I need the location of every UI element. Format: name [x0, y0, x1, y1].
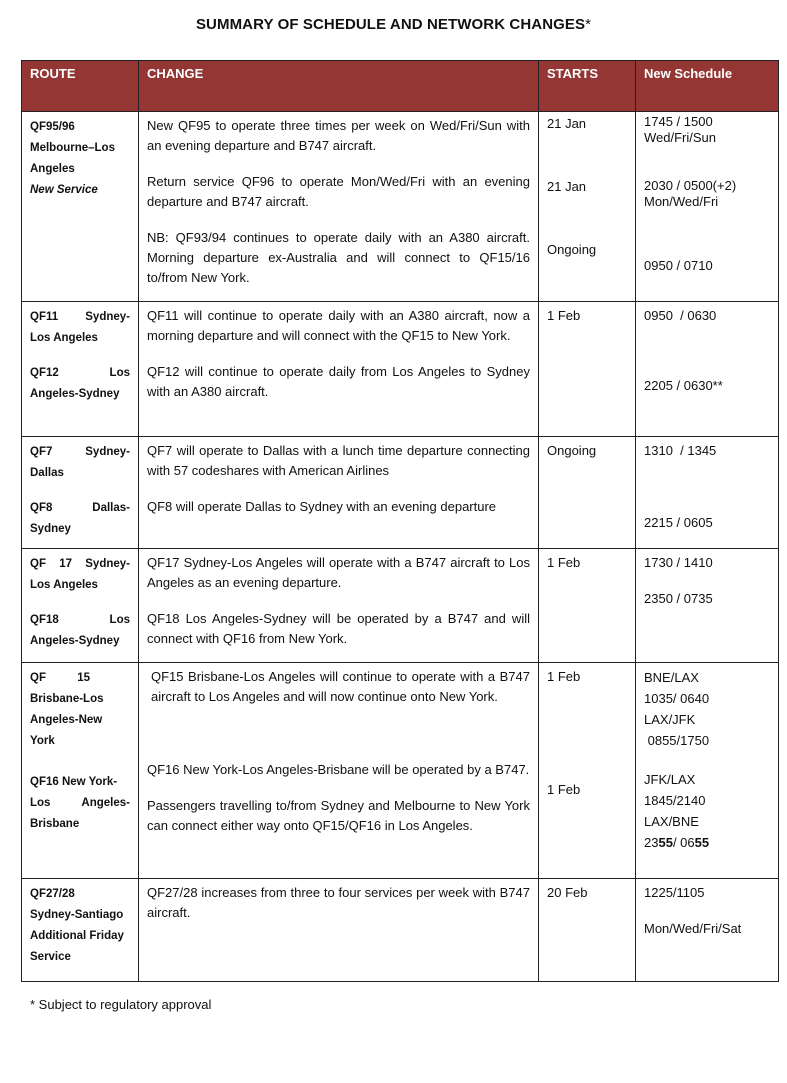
starts-text: Ongoing	[547, 242, 597, 257]
header-change: CHANGE	[139, 61, 539, 112]
table-row	[22, 437, 779, 549]
route-line: Melbourne–Los	[30, 142, 115, 154]
schedule-text: 2205 / 0630**	[644, 378, 723, 393]
footnote: * Subject to regulatory approval	[30, 997, 212, 1012]
change-cell	[139, 112, 539, 302]
schedule-text: Mon/Wed/Fri	[644, 194, 719, 209]
schedule-text: JFK/LAX	[644, 772, 696, 787]
schedule-text: 0950 / 0710	[644, 258, 713, 273]
change-text: NB: QF93/94 continues to operate daily with an A380 aircraft. Morning departure ex-Australia and will connect to QF15/16 to/from New York.	[147, 230, 530, 285]
schedule-fragment-bold: 55	[694, 835, 710, 850]
starts-text: Ongoing	[547, 443, 597, 458]
header-starts: STARTS	[539, 61, 636, 112]
page-title	[0, 16, 787, 33]
starts-text: 1 Feb	[547, 669, 581, 684]
table-row	[22, 302, 779, 437]
starts-text: 21 Jan	[547, 179, 587, 194]
change-text: QF16 New York-Los Angeles-Brisbane will be operated by a B747.	[147, 762, 530, 777]
table-row	[22, 663, 779, 879]
table-row	[22, 549, 779, 663]
route-line: Sydney-Santiago	[30, 909, 124, 921]
schedule-cell	[636, 663, 779, 879]
change-text: QF8 will operate Dallas to Sydney with an evening departure	[147, 499, 497, 514]
table-row	[22, 879, 779, 982]
route-line: Angeles-Sydney	[30, 388, 120, 400]
route-line: QF95/96	[30, 121, 75, 133]
route-line: Los Angeles-	[30, 797, 130, 809]
change-text: QF17 Sydney-Los Angeles will operate with a B747 aircraft to Los Angeles as an evening departure.	[147, 555, 530, 590]
schedule-cell	[636, 549, 779, 663]
schedule-text: 0855/1750	[644, 733, 710, 748]
route-line: York	[30, 735, 55, 747]
header-route: ROUTE	[22, 61, 139, 112]
schedule-text: 1730 / 1410	[644, 555, 713, 570]
change-text: QF11 will continue to operate daily with an A380 aircraft, now a morning departure and will connect with the QF15 to New York.	[147, 308, 530, 343]
schedule-fragment: 23	[644, 835, 659, 850]
starts-text: 1 Feb	[547, 308, 581, 323]
starts-cell	[539, 549, 636, 663]
route-cell	[22, 549, 139, 663]
table-row	[22, 112, 779, 302]
schedule-text: 1745 / 1500	[644, 114, 713, 129]
change-cell	[139, 302, 539, 437]
schedule-text: 2030 / 0500(+2)	[644, 178, 737, 193]
route-line: QF16 New York-	[30, 776, 118, 788]
starts-text: 20 Feb	[547, 885, 588, 900]
starts-cell	[539, 663, 636, 879]
schedule-cell	[636, 437, 779, 549]
change-cell	[139, 663, 539, 879]
route-line: New Service	[30, 184, 98, 196]
route-line: Los Angeles	[30, 332, 98, 344]
route-line: QF 15	[30, 672, 90, 684]
route-line: Angeles-Sydney	[30, 635, 120, 647]
header-new-schedule: New Schedule	[636, 61, 779, 112]
route-line: QF8 Dallas-	[30, 502, 130, 514]
route-line: QF18 Los	[30, 614, 130, 626]
schedule-text: LAX/JFK	[644, 712, 696, 727]
schedule-fragment-bold: 55	[658, 835, 673, 850]
route-cell	[22, 302, 139, 437]
schedule-cell	[636, 112, 779, 302]
schedule-text: 0950 / 0630	[644, 308, 717, 323]
change-text: Return service QF96 to operate Mon/Wed/Fri with an evening departure and B747 aircraft.	[147, 174, 530, 209]
change-text: QF12 will continue to operate daily from Los Angeles to Sydney with an A380 aircraft.	[147, 364, 530, 399]
schedule-cell	[636, 879, 779, 982]
route-line: QF 17 Sydney-	[30, 558, 130, 570]
change-cell	[139, 879, 539, 982]
starts-text: 1 Feb	[547, 782, 581, 797]
schedule-text: LAX/BNE	[644, 814, 699, 829]
schedule-text: BNE/LAX	[644, 670, 699, 685]
schedule-table	[21, 60, 779, 982]
route-line: Brisbane-Los	[30, 693, 104, 705]
header-row	[22, 61, 779, 112]
title-asterisk: *	[585, 16, 592, 33]
schedule-text: Mon/Wed/Fri/Sat	[644, 921, 742, 936]
schedule-cell	[636, 302, 779, 437]
route-line: Sydney	[30, 523, 71, 535]
schedule-text: 1845/2140	[644, 793, 706, 808]
change-text: QF7 will operate to Dallas with a lunch time departure connecting with 57 codeshares with American Airlines	[147, 443, 530, 478]
change-cell	[139, 549, 539, 663]
route-line: Angeles	[30, 163, 75, 175]
route-cell	[22, 112, 139, 302]
route-line: QF7 Sydney-	[30, 446, 130, 458]
change-text: QF27/28 increases from three to four services per week with B747 aircraft.	[147, 885, 530, 920]
route-line: Angeles-New	[30, 714, 103, 726]
starts-cell	[539, 879, 636, 982]
schedule-text: 1225/1105	[644, 885, 705, 900]
change-text: QF15 Brisbane-Los Angeles will continue to operate with a B747 aircraft to Los Angeles and will now continue onto New York.	[151, 669, 530, 704]
starts-text: 1 Feb	[547, 555, 581, 570]
title-text: SUMMARY OF SCHEDULE AND NETWORK CHANGES	[195, 16, 586, 33]
schedule-text: Wed/Fri/Sun	[644, 130, 717, 145]
schedule-text: 1035/ 0640	[644, 691, 710, 706]
route-line: QF27/28	[30, 888, 75, 900]
schedule-text	[644, 832, 770, 853]
route-line: QF11 Sydney-	[30, 311, 130, 323]
change-cell	[139, 437, 539, 549]
starts-cell	[539, 112, 636, 302]
route-line: Service	[30, 951, 71, 963]
route-line: Los Angeles	[30, 579, 98, 591]
starts-cell	[539, 302, 636, 437]
schedule-text: 2350 / 0735	[644, 591, 713, 606]
starts-text: 21 Jan	[547, 116, 587, 131]
change-text: QF18 Los Angeles-Sydney will be operated by a B747 and will connect with QF16 from New York.	[147, 611, 530, 646]
route-line: QF12 Los	[30, 367, 130, 379]
route-line: Brisbane	[30, 818, 80, 830]
schedule-fragment: / 06	[672, 835, 695, 850]
change-text: New QF95 to operate three times per week on Wed/Fri/Sun with an evening departure and B747 aircraft.	[147, 118, 530, 153]
change-text: Passengers travelling to/from Sydney and Melbourne to New York can connect either way onto QF15/QF16 in Los Angeles.	[147, 798, 530, 833]
schedule-text: 2215 / 0605	[644, 515, 713, 530]
route-line: Additional Friday	[30, 930, 124, 942]
route-line: Dallas	[30, 467, 64, 479]
route-cell	[22, 879, 139, 982]
starts-cell	[539, 437, 636, 549]
route-cell	[22, 663, 139, 879]
route-cell	[22, 437, 139, 549]
schedule-text: 1310 / 1345	[644, 443, 717, 458]
